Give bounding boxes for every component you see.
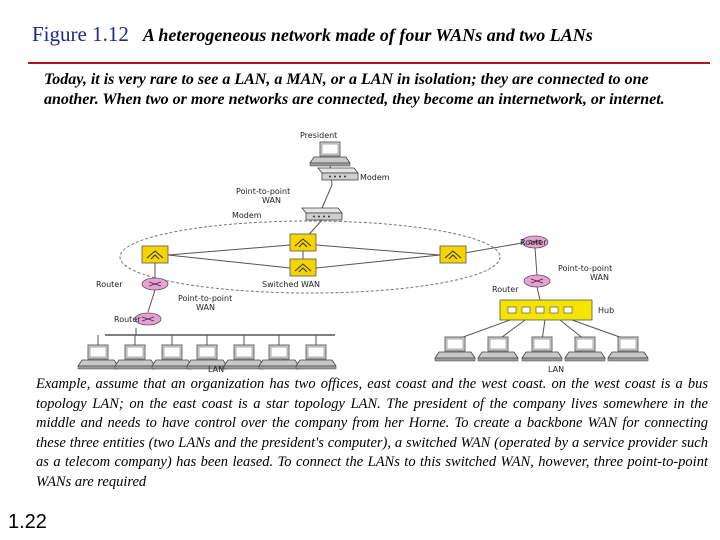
right-lan-pc-1 [435, 337, 475, 361]
modem-mid [302, 208, 342, 220]
figure-caption: A heterogeneous network made of four WANs and two LANs [142, 25, 593, 45]
left-lan-pc-6 [259, 345, 299, 369]
page-number: 1.22 [8, 511, 47, 533]
switch-left [142, 246, 168, 263]
modem-top-label: Modem [360, 173, 390, 182]
p2p-wan-left-label-2: WAN [196, 303, 215, 312]
president-label: President [300, 131, 338, 140]
switch-top-center [290, 234, 316, 251]
router-left-label: Router [96, 280, 123, 289]
figure-number: Figure 1.12 [32, 22, 129, 46]
lan-right-label: LAN [548, 365, 565, 374]
modem-mid-label: Modem [232, 211, 262, 220]
example-paragraph: Example, assume that an organization has two offices, east coast and the west coast. on the west coast is a bus topology LAN; on the east coast is a star topology LAN. The president of the company lives somewhere in the middle and needs to have control over the company from her Horne. To create a backbone WAN for connecting these three entities (two LANs and the president's computer), a switched WAN (operated by a service provider such as a telecom company) has been leased. To connect the LANs to this switched WAN, however, three point-to-point WANs are required [36, 376, 708, 490]
p2p-wan-right-label-1: Point-to-point [558, 264, 613, 273]
p2p-wan-top-label-2: WAN [262, 196, 281, 205]
right-lan-pc-2 [478, 337, 518, 361]
left-lan-pc-3 [152, 345, 192, 369]
lan-left-label: LAN [208, 365, 225, 374]
router-left-lan-label: Router [114, 315, 141, 324]
switched-wan-label: Switched WAN [262, 280, 320, 289]
intro-paragraph: Today, it is very rare to see a LAN, a MAN, or a LAN in isolation; they are connected to one another. When two or more networks are connected, they become an internetwork, or internet. [44, 71, 665, 108]
left-lan-pc-2 [115, 345, 155, 369]
modem-top [318, 168, 358, 180]
router-right-lan [524, 275, 550, 287]
right-lan-pc-3 [522, 337, 562, 361]
switch-right [440, 246, 466, 263]
hub-label: Hub [598, 306, 615, 315]
left-lan-pc-1 [78, 345, 118, 369]
right-lan-pc-5 [608, 337, 648, 361]
router-right-label: Router [520, 238, 547, 247]
left-lan-pc-5 [224, 345, 264, 369]
p2p-wan-left-label-1: Point-to-point [178, 294, 233, 303]
left-lan-pc-7 [296, 345, 336, 369]
president-computer [310, 142, 350, 166]
switch-bottom-center [290, 259, 316, 276]
right-lan-pc-4 [565, 337, 605, 361]
router-right-lan-label: Router [492, 285, 519, 294]
p2p-wan-top-label-1: Point-to-point [236, 187, 291, 196]
p2p-wan-right-label-2: WAN [590, 273, 609, 282]
router-left [142, 278, 168, 290]
